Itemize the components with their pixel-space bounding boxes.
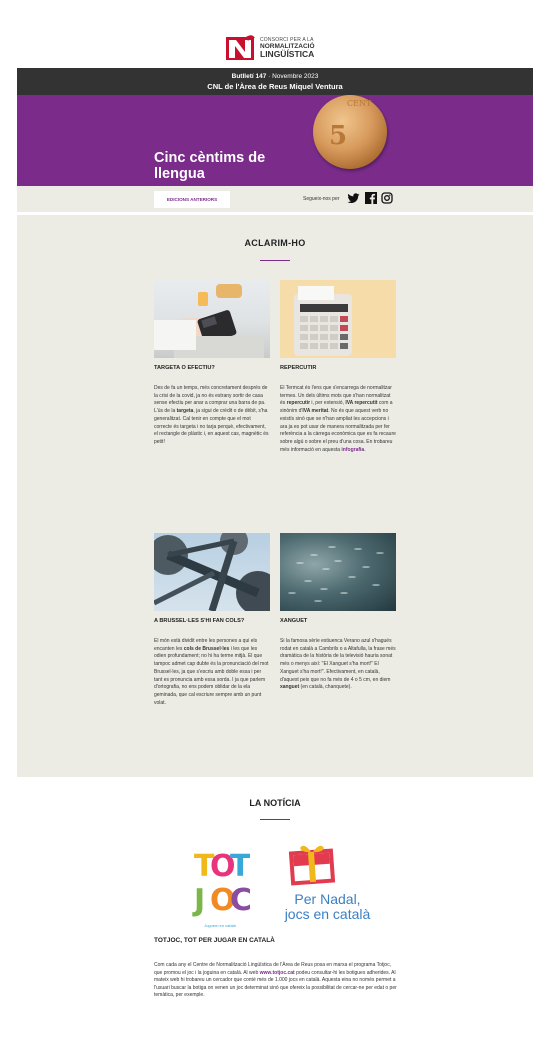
svg-text:T: T: [230, 849, 250, 884]
card-bold-term: repercutir: [286, 400, 311, 407]
five-cent-coin-image: [313, 95, 387, 169]
follow-us-label: Segueix-nos per: [303, 196, 340, 202]
totjoc-tagline: Juguem en català: [204, 923, 236, 928]
article-card-repercutir: [280, 280, 396, 454]
centre-name: CNL de l'Àrea de Reus Miquel Ventura: [207, 82, 343, 91]
totjoc-logo[interactable]: [190, 842, 250, 928]
facebook-icon[interactable]: [365, 192, 377, 206]
section-divider: [260, 260, 290, 261]
card-text-part: Si la famosa sèrie estiuenca Verano azul s'hagués rodat en català a Cambrils o a Altafulla, la frase més dramàtica de la història de la televisió hauria sonat més o menys així: "El Xanguet s'ha mort!" El Xanguet s'ha mort!". Efectivament, en català, d'aquest peix que no fa més de 4 o 5 cm, en diem: [280, 638, 396, 683]
issue-number: Butlletí 147: [231, 73, 267, 80]
infografia-link[interactable]: infografia: [341, 446, 365, 453]
section-divider: [260, 819, 290, 820]
card-heading: A BRUSSEL·LES S'HI FAN COLS?: [154, 618, 245, 624]
news-text: [154, 962, 399, 1000]
news-text-part: Com cada any el Centre de Normalització Lingüística de l'Àrea de Reus posa en marxa el programa Totjoc, que promou el joc i la joguina en català. Al web: [154, 962, 392, 976]
card-text-part: Des de fa un temps, més concretament després de la crisi de la covid, ja no és estrany sortir de casa sense efectiu per anar a comprar una barra de pa. L'ús de la: [154, 385, 268, 415]
card-text: [280, 385, 396, 454]
twitter-icon[interactable]: [347, 192, 360, 206]
section-title-noticia: LA NOTÍCIA: [249, 798, 301, 808]
aclarim-ho-section: [17, 215, 533, 777]
newsletter-header: [17, 68, 533, 95]
logo-line-1: CONSORCI PER A LA: [260, 36, 314, 43]
card-text: [154, 385, 270, 447]
previous-editions-button[interactable]: EDICIONS ANTERIORS: [154, 191, 230, 208]
cpnl-logo[interactable]: [226, 34, 315, 62]
cpnl-logo-mark: [226, 35, 256, 61]
card-heading: TARGETA O EFECTIU?: [154, 365, 215, 371]
card-text-part: com a sinònim d': [280, 400, 393, 415]
card-text-part: i les que les odien profundament; no hi ha terme mitjà. El que tampoc admet cap dubte és la pronunciació del mot Brussel·les, ja que s'escriu amb doble essa i per tant es pronuncia amb essa sorda. I ja que parlem d'ortografia, no ens podem oblidar de la ela geminada, que cal escriure sempre amb un punt volat.: [154, 645, 269, 706]
card-calculator-image[interactable]: [280, 280, 396, 358]
card-text-part: , ja sigui de crèdit o de dèbit, s'ha generalitzat. Cal tenir en compte que el mot correcte és targeta i no tarja perquè, efectivament, el rectangle de plàstic i, en aquest cas, magnètic és petit!: [154, 408, 269, 445]
per-nadal-banner[interactable]: [270, 842, 385, 924]
card-text-part: El Termcat és l'ens que s'encarrega de normalitzar termes. Un dels últims mots que s'han normalitzat és: [280, 385, 392, 407]
card-text-part: . No és que aquest verb no existís sinó que se n'han ampliat les accepcions i ara ja es pot usar de manera normalitzada per fer referència a la càrrega econòmica que es fa recaure sobre algú o sobre el preu d'una cosa. En trobareu més informació en aquesta: [280, 408, 396, 453]
card-bold-term: cols de Brussel·les: [183, 645, 230, 652]
card-text-part: i, per extensió,: [310, 400, 346, 407]
coin-value: 5: [329, 121, 348, 151]
svg-text:J: J: [194, 883, 206, 918]
article-card-targeta: [154, 280, 270, 447]
logo-line-2: NORMALITZACIÓ: [260, 42, 315, 50]
newsletter-title: [154, 150, 265, 182]
card-payment-terminal-image[interactable]: [154, 280, 270, 358]
card-heading: XANGUET: [280, 618, 308, 624]
card-bold-term: xanguet: [280, 684, 300, 691]
hero-banner: [17, 95, 533, 186]
card-text-part: El món està dividit entre les persones a qui els encanten les: [154, 638, 258, 652]
issue-date: · Novembre 2023: [266, 73, 319, 80]
title-line-1: Cinc cèntims de: [154, 150, 266, 166]
card-bold-term: targeta: [176, 408, 194, 415]
news-heading: TOTJOC, TOT PER JUGAR EN CATALÀ: [154, 937, 275, 944]
card-text: [280, 638, 396, 692]
banner-line-2: jocs en català: [284, 906, 371, 922]
card-text-part: .: [364, 446, 366, 453]
card-fish-school-image[interactable]: [280, 533, 396, 611]
article-card-brusselles: [154, 533, 270, 707]
svg-text:C: C: [230, 883, 250, 918]
svg-text:O: O: [210, 883, 236, 918]
totjoc-website-link[interactable]: www.totjoc.cat: [259, 969, 295, 976]
title-line-2: llengua: [154, 166, 205, 182]
news-text-part: podeu consultar-hi les botigues adherides. Al mateix web hi trobareu un cercador que conté més de 1.000 jocs en català. Aquesta eina no només permet a l'usuari buscar la botiga on venen un joc determinat sinó que ofereix la possibilitat de cercar-ne per edat o per temàtica, per exemple.: [154, 969, 397, 999]
card-atomium-image[interactable]: [154, 533, 270, 611]
svg-text:T: T: [194, 849, 215, 884]
section-title-aclarim: ACLARIM-HO: [244, 238, 306, 248]
instagram-icon[interactable]: [381, 192, 393, 206]
card-text-part: (en català, chanquete).: [299, 684, 352, 691]
svg-text:O: O: [210, 849, 236, 884]
banner-line-1: Per Nadal,: [294, 891, 361, 907]
card-text: [154, 638, 270, 707]
logo-line-3: LINGÜÍSTICA: [260, 49, 315, 59]
card-bold-term: IVA repercutit: [345, 400, 378, 407]
card-bold-term: IVA meritat: [302, 408, 329, 415]
coin-text: CENT: [347, 99, 372, 108]
card-heading: REPERCUTIR: [280, 365, 317, 371]
article-card-xanguet: [280, 533, 396, 692]
nav-row: [17, 186, 533, 212]
